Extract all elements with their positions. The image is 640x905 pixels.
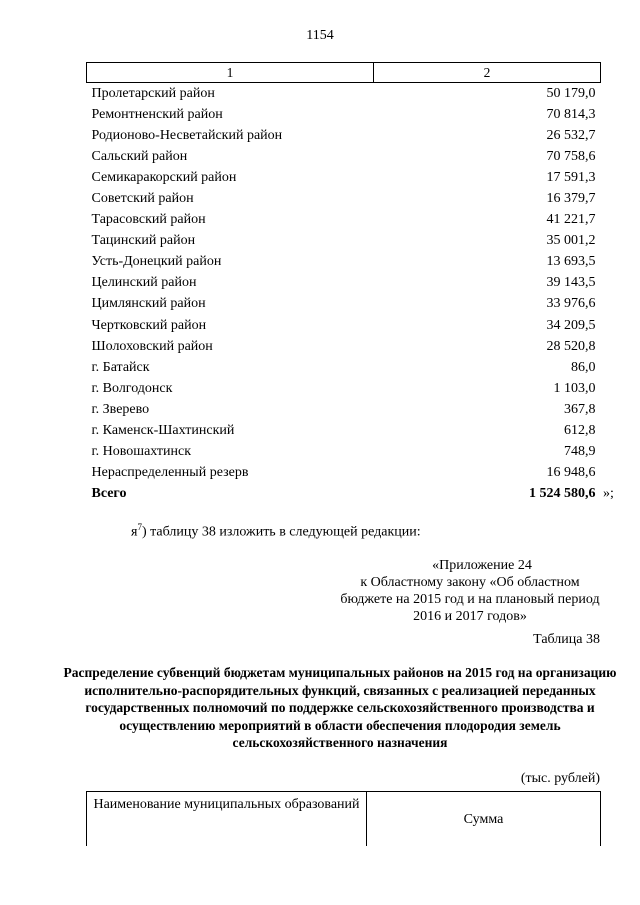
table-row xyxy=(87,252,601,273)
table-row xyxy=(87,399,601,420)
table-row xyxy=(87,273,601,294)
amount-value: 612,8 xyxy=(564,423,596,439)
table-row xyxy=(87,83,601,105)
amount-value: 34 209,5 xyxy=(546,317,596,333)
municipality-name: Целинский район xyxy=(91,275,197,291)
table-header-row xyxy=(87,63,601,83)
total-label: Всего xyxy=(91,486,127,502)
table-38 xyxy=(86,791,601,846)
municipality-name: Ремонтненский район xyxy=(91,106,223,122)
amount-value: 28 520,8 xyxy=(546,338,596,354)
municipality-name: г. Зверево xyxy=(91,401,150,417)
column-header-2: 2 xyxy=(374,63,601,83)
municipality-name: Сальский район xyxy=(91,148,188,164)
page-number: 1154 xyxy=(306,28,334,43)
amount-value: 41 221,7 xyxy=(546,212,596,228)
amount-value: 16 948,6 xyxy=(546,465,596,481)
municipality-name: Пролетарский район xyxy=(91,85,215,101)
table-row xyxy=(87,210,601,231)
amount-value: 17 591,3 xyxy=(546,169,596,185)
table-38-header-row xyxy=(87,792,601,847)
municipality-name: Чертковский район xyxy=(91,317,207,333)
closing-quote: »; xyxy=(603,486,614,501)
table-row xyxy=(87,294,601,315)
table-row xyxy=(87,421,601,442)
municipality-name: Шолоховский район xyxy=(91,338,213,354)
municipality-name: Родионово-Несветайский район xyxy=(91,127,283,143)
table-row xyxy=(87,231,601,252)
municipality-name: Советский район xyxy=(91,191,194,207)
amount-value: 367,8 xyxy=(564,401,596,417)
municipality-name: г. Новошахтинск xyxy=(91,444,192,460)
table-row xyxy=(87,104,601,125)
units-label: (тыс. рублей) xyxy=(520,771,600,786)
amount-value: 33 976,6 xyxy=(546,296,596,312)
municipality-name: г. Батайск xyxy=(91,359,150,375)
column-header-municipality: Наименование муниципальных образований xyxy=(87,792,367,847)
column-header-amount: Сумма xyxy=(367,792,601,847)
amount-value: 50 179,0 xyxy=(546,85,596,101)
total-row xyxy=(87,484,601,505)
table-row xyxy=(87,188,601,209)
amount-value: 86,0 xyxy=(571,359,596,375)
amount-value: 16 379,7 xyxy=(546,191,596,207)
table-row xyxy=(87,146,601,167)
subventions-table-continued xyxy=(86,62,601,505)
amount-value: 748,9 xyxy=(564,444,596,460)
municipality-name: г. Каменск-Шахтинский xyxy=(91,423,235,439)
amendment-instruction xyxy=(131,522,421,541)
amount-value: 26 532,7 xyxy=(546,127,596,143)
instruction-prefix: я xyxy=(131,524,138,540)
municipality-name: Семикаракорский район xyxy=(91,169,237,185)
amount-value: 1 103,0 xyxy=(553,380,596,396)
table-heading: Распределение субвенций бюджетам муниципальных районов на 2015 год на организацию исполнительно-распорядительных функций, связанных с реализацией переданных государственных полномочий по поддержке сельскохозяйственного производства и осуществлению мероприятий в области обеспечения плодородия земель сельскохозяйственного назначения xyxy=(63,665,617,750)
instruction-sup: 7 xyxy=(137,522,142,532)
municipality-name: Усть-Донецкий район xyxy=(91,254,222,270)
column-header-1: 1 xyxy=(87,63,374,83)
table-row xyxy=(87,463,601,484)
amount-value: 35 001,2 xyxy=(546,233,596,249)
amount-value: 70 758,6 xyxy=(546,148,596,164)
municipality-name: Нераспределенный резерв xyxy=(91,465,249,481)
amount-value: 70 814,3 xyxy=(546,106,596,122)
appendix-reference: к Областному закону «Об областном бюджете на 2015 год и на плановый период 2016 и 2017 годов» xyxy=(340,575,600,624)
table-row xyxy=(87,315,601,336)
table-label: Таблица 38 xyxy=(533,632,600,647)
table-row xyxy=(87,336,601,357)
municipality-name: Тацинский район xyxy=(91,233,196,249)
appendix-title: «Приложение 24 xyxy=(432,558,532,573)
municipality-name: Цимлянский район xyxy=(91,296,206,312)
table-row xyxy=(87,442,601,463)
amount-value: 39 143,5 xyxy=(546,275,596,291)
table-row xyxy=(87,357,601,378)
table-row xyxy=(87,378,601,399)
instruction-text: ) таблицу 38 изложить в следующей редакции: xyxy=(141,524,421,540)
table-row xyxy=(87,167,601,188)
total-value: 1 524 580,6 xyxy=(529,486,596,502)
table-row xyxy=(87,125,601,146)
municipality-name: г. Волгодонск xyxy=(91,380,173,396)
municipality-name: Тарасовский район xyxy=(91,212,206,228)
amount-value: 13 693,5 xyxy=(546,254,596,270)
